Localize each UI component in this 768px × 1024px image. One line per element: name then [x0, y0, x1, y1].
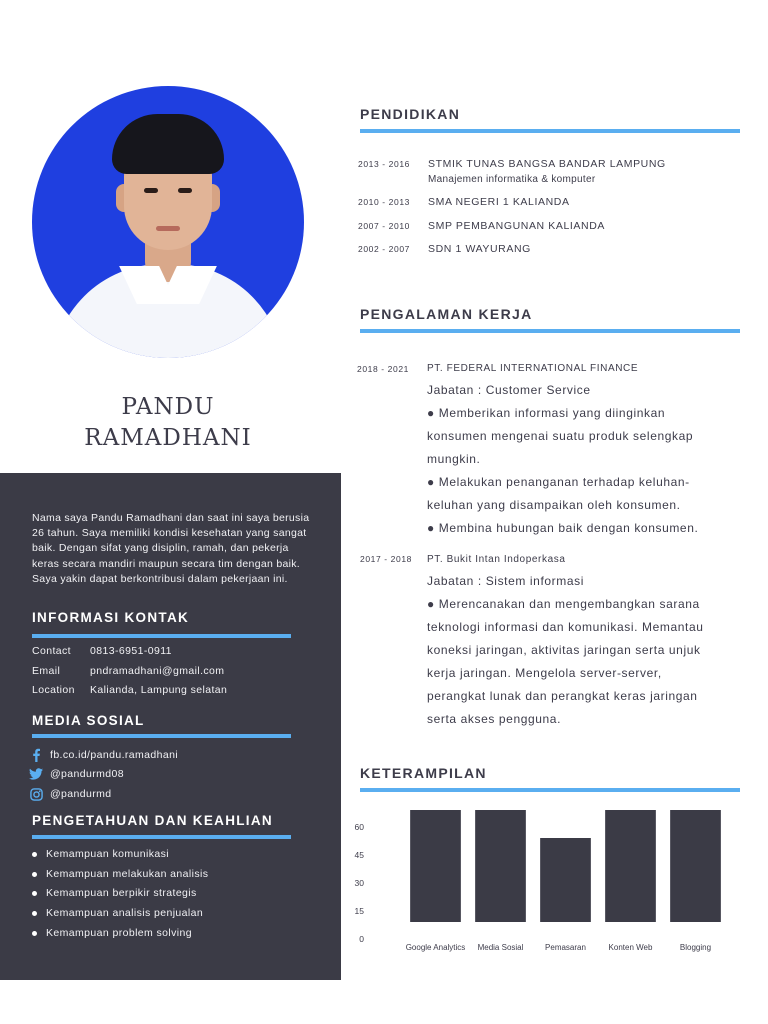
x-tick-label: Media Sosial	[477, 943, 524, 952]
contact-row-location	[32, 684, 227, 696]
contact-value[interactable]: 0813-6951-0911	[90, 645, 172, 657]
bar-media-sosial	[475, 810, 526, 922]
experience-company: PT. FEDERAL INTERNATIONAL FINANCE	[427, 363, 639, 374]
experience-line: mungkin.	[427, 452, 481, 466]
experience-line: koneksi jaringan, aktivitas jaringan serta unjuk	[427, 643, 701, 657]
skills-rule	[32, 835, 291, 839]
education-row	[358, 157, 666, 187]
contact-label: Contact	[32, 645, 71, 657]
x-tick-label: Blogging	[679, 943, 712, 952]
experience-line: keluhan yang disampaikan oleh konsumen.	[427, 498, 681, 512]
instagram-icon	[28, 787, 44, 801]
experience-line: perangkat lunak dan perangkat keras jaringan	[427, 689, 698, 703]
experience-line: konsumen mengenai suatu produk selengkap	[427, 429, 694, 443]
experience-line: ● Membina hubungan baik dengan konsumen.	[427, 521, 699, 535]
contact-value: Kalianda, Lampung selatan	[90, 684, 228, 696]
experience-rule	[360, 329, 740, 333]
y-tick-label: 15	[354, 906, 364, 916]
bullet-icon	[32, 911, 37, 916]
education-school: SMP PEMBANGUNAN KALIANDA	[428, 220, 605, 232]
experience-description	[427, 379, 737, 540]
contact-heading: INFORMASI KONTAK	[32, 610, 190, 625]
experience-line: ● Memberikan informasi yang diinginkan	[427, 406, 666, 420]
contact-label: Location	[32, 684, 75, 696]
skill-item	[32, 907, 203, 919]
experience-line: ● Merencanakan dan mengembangkan sarana	[427, 597, 700, 611]
social-text: fb.co.id/pandu.ramadhani	[50, 749, 179, 761]
contact-row-email	[32, 665, 224, 677]
social-heading: MEDIA SOSIAL	[32, 713, 145, 728]
social-row-twitter[interactable]	[28, 767, 124, 781]
bar-pemasaran	[540, 838, 591, 922]
education-years: 2010 - 2013	[358, 197, 410, 207]
experience-company: PT. Bukit Intan Indoperkasa	[427, 554, 566, 565]
about-text: Nama saya Pandu Ramadhani dan saat ini saya berusia 26 tahun. Saya memiliki kondisi kesehatan yang sangat baik. Dengan sifat yang disiplin, ramah, dan pekerja keras secara mandiri maupun secara tim dengan baik. Saya yakin dapat berkontribusi dalam pekerjaan ini.	[32, 512, 310, 585]
experience-years: 2017 - 2018	[360, 554, 412, 564]
experience-line: teknologi informasi dan komunikasi. Memantau	[427, 620, 704, 634]
social-row-facebook[interactable]	[28, 748, 178, 762]
bar-google-analytics	[410, 810, 461, 922]
profile-name	[40, 392, 296, 454]
photo-eye-left	[144, 188, 158, 193]
skill-text: Kemampuan komunikasi	[46, 848, 169, 860]
education-years: 2007 - 2010	[358, 221, 410, 231]
experience-line: ● Melakukan penanganan terhadap keluhan-	[427, 475, 690, 489]
experience-heading: PENGALAMAN KERJA	[360, 306, 533, 322]
education-row	[358, 242, 531, 257]
bullet-icon	[32, 872, 37, 877]
bar-blogging	[670, 810, 721, 922]
x-tick-label: Google Analytics	[405, 943, 466, 952]
education-school: SDN 1 WAYURANG	[428, 243, 531, 255]
photo-hair	[112, 114, 224, 174]
name-line-1: PANDU	[121, 394, 215, 420]
education-school: STMIK TUNAS BANGSA BANDAR LAMPUNG	[428, 158, 666, 170]
photo-eye-right	[178, 188, 192, 193]
education-heading: PENDIDIKAN	[360, 106, 461, 122]
experience-years: 2018 - 2021	[357, 364, 409, 374]
skill-item	[32, 848, 169, 860]
experience-line: Jabatan : Customer Service	[427, 383, 591, 397]
y-tick-label: 45	[354, 850, 364, 860]
skill-text: Kemampuan problem solving	[46, 927, 192, 939]
y-tick-label: 30	[354, 878, 364, 888]
education-major: Manajemen informatika & komputer	[428, 174, 596, 185]
skill-text: Kemampuan analisis penjualan	[46, 907, 204, 919]
y-tick-label: 0	[359, 934, 364, 944]
education-row	[358, 195, 570, 210]
contact-rule	[32, 634, 291, 638]
x-tick-label: Konten Web	[608, 943, 653, 952]
education-school: SMA NEGERI 1 KALIANDA	[428, 196, 570, 208]
education-row	[358, 219, 605, 234]
experience-line: serta akses pengguna.	[427, 712, 562, 726]
profile-photo	[32, 86, 304, 358]
skill-item	[32, 868, 208, 880]
contact-label: Email	[32, 665, 61, 677]
name-line-2: RAMADHANI	[84, 425, 252, 451]
photo-mouth	[156, 226, 180, 231]
social-row-instagram[interactable]	[28, 787, 112, 801]
experience-line: Jabatan : Sistem informasi	[427, 574, 584, 588]
education-years: 2013 - 2016	[358, 159, 410, 169]
facebook-icon	[28, 748, 44, 762]
social-text: @pandurmd	[50, 788, 112, 800]
twitter-icon	[28, 767, 44, 781]
skills-heading: PENGETAHUAN DAN KEAHLIAN	[32, 813, 273, 828]
experience-description	[427, 570, 737, 731]
bullet-icon	[32, 891, 37, 896]
y-tick-label: 60	[354, 822, 364, 832]
bullet-icon	[32, 931, 37, 936]
skill-item	[32, 887, 197, 899]
sidebar-panel	[0, 473, 341, 980]
skills-bar-chart	[345, 800, 745, 965]
education-rule	[360, 129, 740, 133]
education-years: 2002 - 2007	[358, 244, 410, 254]
skill-text: Kemampuan melakukan analisis	[46, 868, 209, 880]
contact-row-phone	[32, 645, 172, 657]
skills-chart-rule	[360, 788, 740, 792]
experience-line: kerja jaringan. Mengelola server-server,	[427, 666, 662, 680]
bullet-icon	[32, 852, 37, 857]
x-tick-label: Pemasaran	[545, 943, 586, 952]
bar-konten-web	[605, 810, 656, 922]
skills-chart-heading: KETERAMPILAN	[360, 765, 487, 781]
social-text: @pandurmd08	[50, 768, 125, 780]
skill-text: Kemampuan berpikir strategis	[46, 887, 197, 899]
skill-item	[32, 927, 192, 939]
social-rule	[32, 734, 291, 738]
contact-value[interactable]: pndramadhani@gmail.com	[90, 665, 225, 677]
